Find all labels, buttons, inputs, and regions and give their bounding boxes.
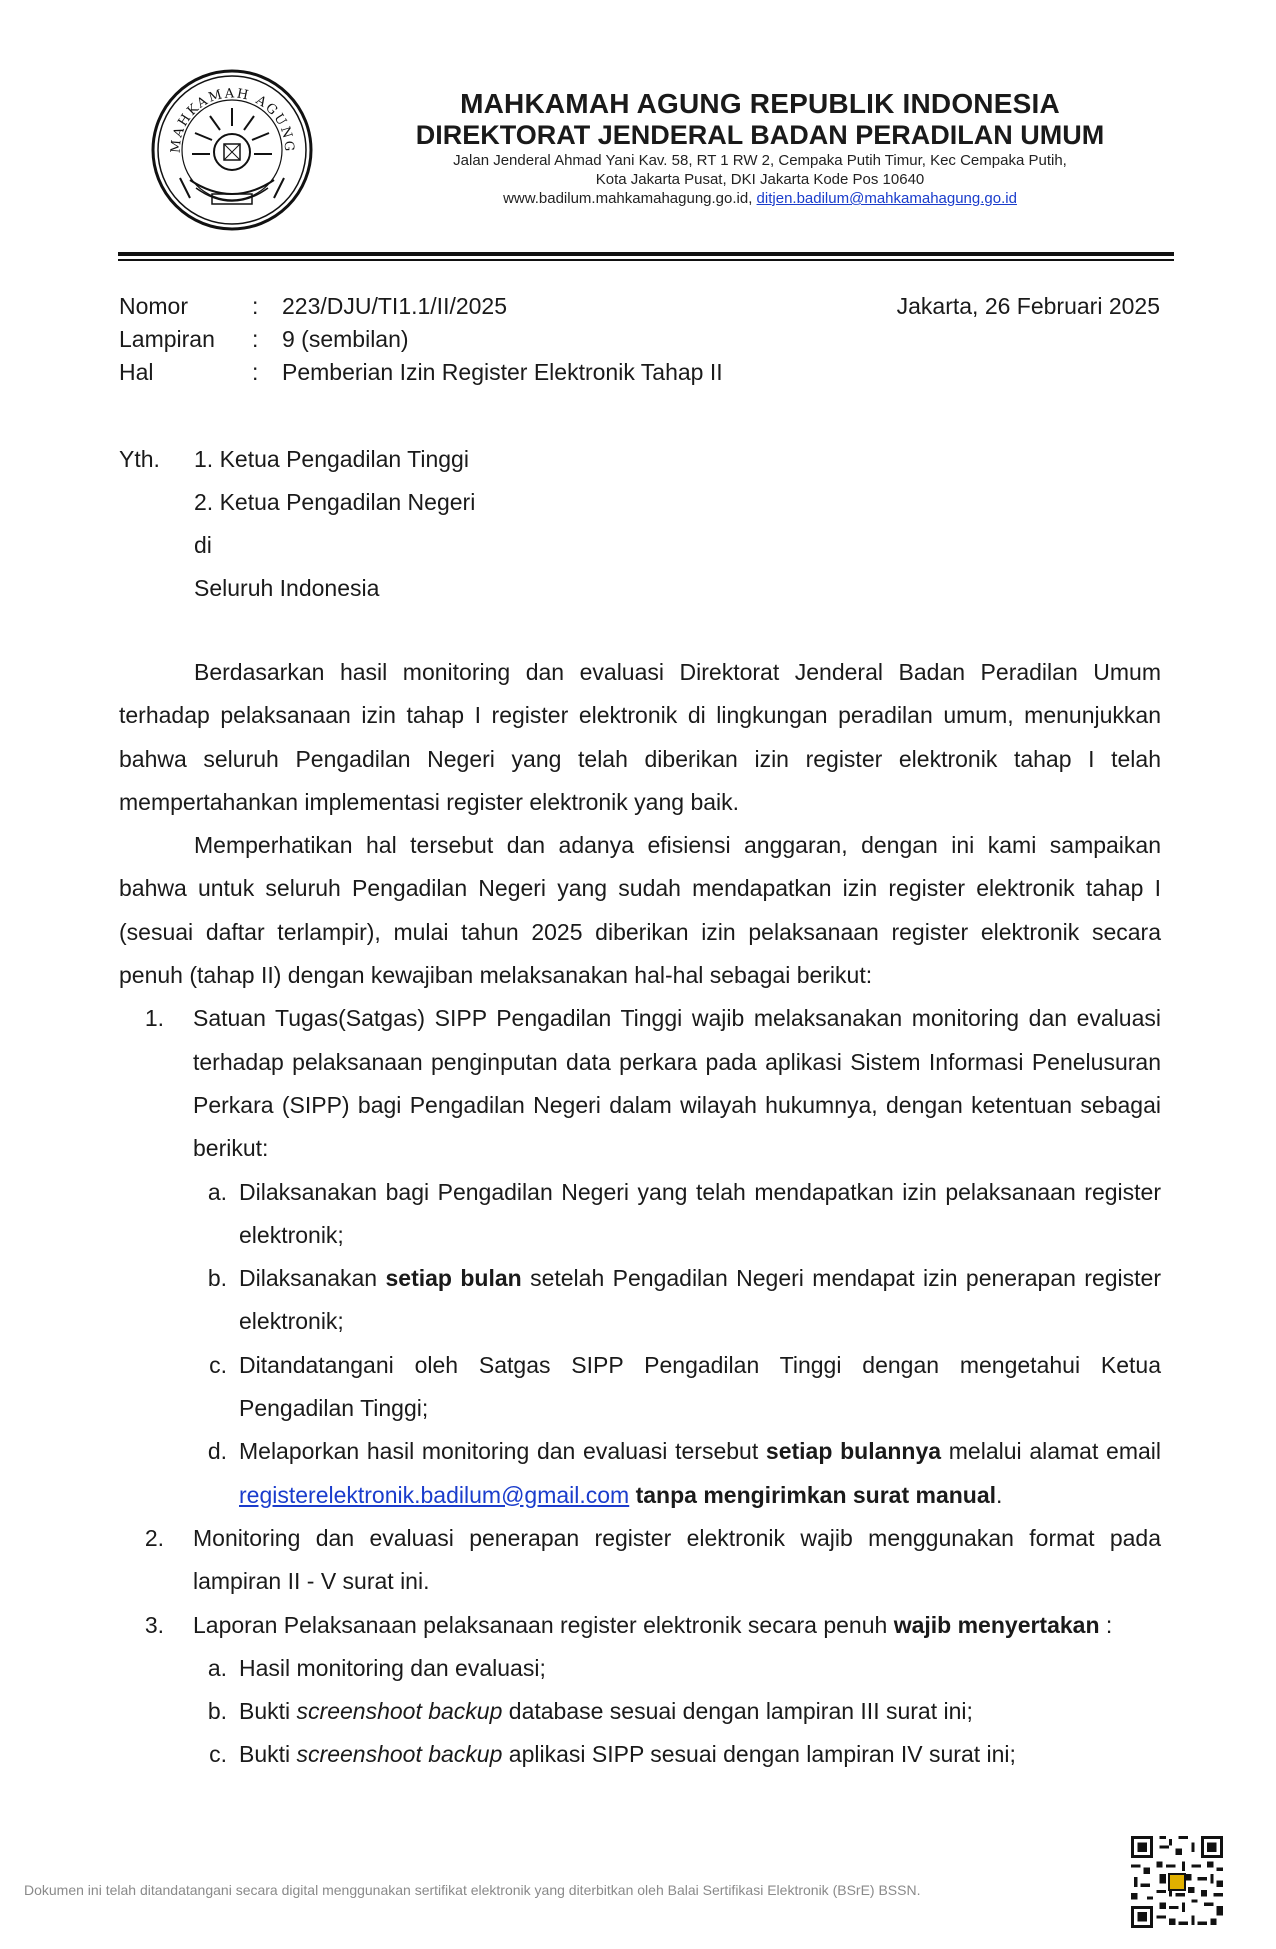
list-item-1: 1. Satuan Tugas(Satgas) SIPP Pengadilan Tinggi wajib melaksanakan monitoring dan evaluasi terhadap pelaksanaan penginputan data perkara pada aplikasi Sistem Informasi Penelusuran Perkara (SIPP) bagi Pengadilan Negeri dalam wilayah hukumnya, dengan ketentuan sebagai berikut: xyxy=(144,1005,1161,1162)
reference-lampiran: Lampiran : 9 (sembilan) xyxy=(119,323,723,356)
addressee-line: 1. Ketua Pengadilan Tinggi xyxy=(194,446,469,472)
list-item-3b: b. Bukti screenshoot backup database sesuai dengan lampiran III surat ini; xyxy=(207,1698,973,1725)
body-paragraph-2: Memperhatikan hal tersebut dan adanya efisiensi anggaran, dengan ini kami sampaikan bahwa untuk seluruh Pengadilan Negeri yang sudah mendapatkan izin register elektronik tahap I (sesuai daftar terlampir), mulai tahun 2025 diberikan izin pelaksanaan register elektronik secara penuh (tahap II) dengan kewajiban melaksanakan hal-hal sebagai berikut: xyxy=(119,832,1161,989)
letterhead-address-line2: Kota Jakarta Pusat, DKI Jakarta Kode Pos 10640 xyxy=(595,171,925,188)
letterhead-email-link[interactable]: ditjen.badilum@mahkamahagung.go.id xyxy=(756,190,1017,207)
addressee-line: Seluruh Indonesia xyxy=(194,575,380,601)
list-item-1c: c. Ditandatangani oleh Satgas SIPP Pengadilan Tinggi dengan mengetahui Ketua Pengadilan Tinggi; xyxy=(209,1351,1161,1422)
list-item-2: 2. Monitoring dan evaluasi penerapan register elektronik wajib menggunakan format pada lampiran II - V surat ini. xyxy=(144,1524,1161,1595)
body-paragraph-1: Berdasarkan hasil monitoring dan evaluasi Direktorat Jenderal Badan Peradilan Umum terhadap pelaksanaan izin tahap I register elektronik di lingkungan peradilan umum, menunjukkan bahwa seluruh Pengadilan Negeri yang telah diberikan izin register elektronik tahap I telah mempertahankan implementasi register elektronik yang baik. xyxy=(119,659,1161,815)
list-item-3c: c. Bukti screenshoot backup aplikasi SIPP sesuai dengan lampiran IV surat ini; xyxy=(209,1741,1016,1768)
letterhead-website: www.badilum.mahkamahagung.go.id, xyxy=(503,190,753,207)
addressee-line: di xyxy=(194,532,212,558)
letterhead-divider-thick xyxy=(118,252,1174,256)
qr-code-icon xyxy=(1131,1836,1223,1928)
letterhead-directorate: DIREKTORAT JENDERAL BADAN PERADILAN UMUM xyxy=(415,120,1105,150)
digital-signature-notice: Dokumen ini telah ditandatangani secara digital menggunakan sertifikat elektronik yang diterbitkan oleh Balai Sertifikasi Elektronik (BSrE) BSSN. xyxy=(24,1882,921,1898)
mahkamah-agung-seal-icon xyxy=(150,68,315,233)
reference-nomor: Nomor : 223/DJU/TI1.1/II/2025 xyxy=(119,290,723,323)
reference-hal-value: Pemberian Izin Register Elektronik Tahap II xyxy=(282,359,723,385)
list-item-1b: b. Dilaksanakan setiap bulan setelah Pengadilan Negeri mendapat izin penerapan register elektronik; xyxy=(207,1265,1161,1335)
reference-block xyxy=(119,290,723,389)
letter-date: Jakarta, 26 Februari 2025 xyxy=(896,293,1160,319)
list-item-1a: a. Dilaksanakan bagi Pengadilan Negeri yang telah mendapatkan izin pelaksanaan register elektronik; xyxy=(207,1178,1161,1248)
letterhead-address-line1: Jalan Jenderal Ahmad Yani Kav. 58, RT 1 RW 2, Cempaka Putih Timur, Kec Cempaka Putih, xyxy=(453,152,1067,169)
list-item-1d: d. Melaporkan hasil monitoring dan evaluasi tersebut setiap bulannya melalui alamat email registerelektronik.badilum@gmail.com tanpa mengirimkan surat manual. xyxy=(207,1438,1162,1508)
reference-hal: Hal : Pemberian Izin Register Elektronik Tahap II xyxy=(119,356,723,389)
letterhead-institution: MAHKAMAH AGUNG REPUBLIK INDONESIA xyxy=(460,88,1060,119)
letterhead-contact xyxy=(360,189,1160,208)
letterhead-divider-thin xyxy=(118,259,1174,261)
list-item-3a: a. Hasil monitoring dan evaluasi; xyxy=(207,1654,546,1681)
svg-text:MAHKAMAH AGUNG: MAHKAMAH AGUNG xyxy=(168,86,297,154)
list-item-3: 3. Laporan Pelaksanaan pelaksanaan register elektronik secara penuh wajib menyertakan : xyxy=(144,1611,1113,1638)
reference-nomor-value: 223/DJU/TI1.1/II/2025 xyxy=(282,293,508,319)
addressee-label: Yth. xyxy=(119,446,160,472)
report-email-link[interactable]: registerelektronik.badilum@gmail.com xyxy=(239,1481,630,1508)
addressee-block xyxy=(119,438,475,610)
letterhead xyxy=(360,88,1160,208)
reference-lampiran-value: 9 (sembilan) xyxy=(282,326,409,352)
addressee-line: 2. Ketua Pengadilan Negeri xyxy=(194,489,476,515)
letter-body xyxy=(119,651,1161,1777)
